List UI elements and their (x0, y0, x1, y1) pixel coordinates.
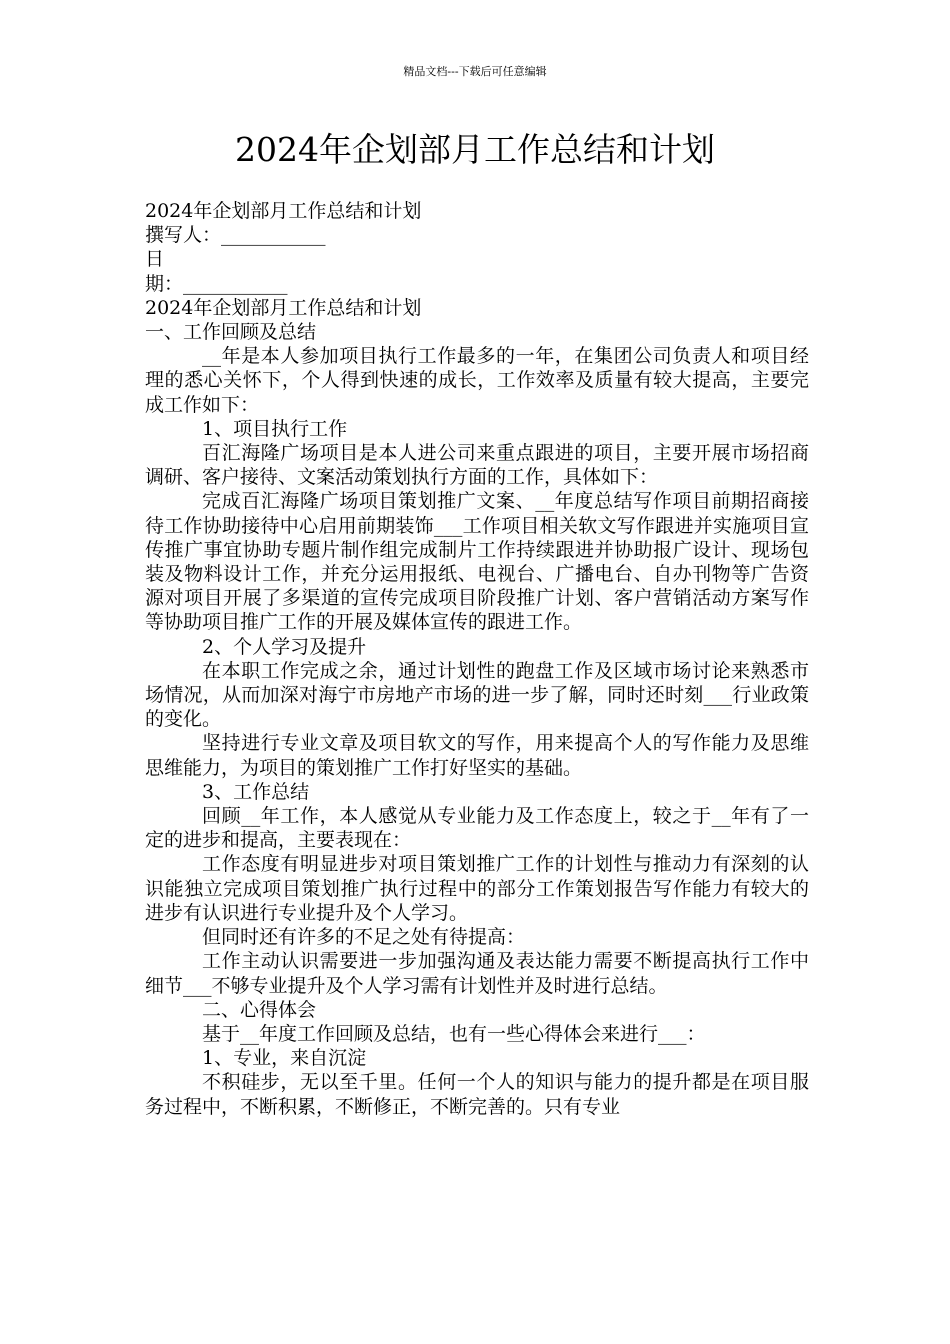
section-heading-review: 一、工作回顾及总结 (145, 321, 317, 344)
paragraph: 坚持进行专业文章及项目软文的写作，用来提高个人的写作能力及思维思维能力，为项目的策划推广工作打好坚实的基础。 (145, 732, 809, 779)
subsection-heading: 3、工作总结 (202, 780, 310, 803)
document-title: 2024年企划部月工作总结和计划 (235, 130, 715, 169)
subsection-heading: 1、专业，来自沉淀 (202, 1047, 367, 1070)
paragraph: 基于__年度工作回顾及总结，也有一些心得体会来进行___： (202, 1022, 706, 1045)
date-line-label: 日 (145, 248, 165, 271)
paragraph: 工作主动认识需要进一步加强沟通及表达能力需要不断提高执行工作中细节___不够专业提升及个人学习需有计划性并及时进行总结。 (145, 950, 809, 997)
subsection-heading: 2、个人学习及提升 (202, 635, 367, 658)
paragraph: 不积硅步，无以至千里。任何一个人的知识与能力的提升都是在项目服务过程中，不断积累，不断修正，不断完善的。只有专业 (145, 1071, 809, 1118)
paragraph: 百汇海隆广场项目是本人进公司来重点跟进的项目，主要开展市场招商调研、客户接待、文案活动策划执行方面的工作，具体如下： (145, 442, 809, 489)
subsection-heading: 1、项目执行工作 (202, 417, 348, 440)
page-header-note: 精品文档---下载后可任意编辑 (403, 65, 547, 78)
paragraph: 在本职工作完成之余，通过计划性的跑盘工作及区域市场讨论来熟悉市场情况，从而加深对海宁市房地产市场的进一步了解，同时还时刻___行业政策的变化。 (145, 659, 809, 731)
author-line: 撰写人：___________ (145, 224, 326, 247)
subtitle-line-2: 2024年企划部月工作总结和计划 (145, 296, 422, 319)
document-body (145, 199, 809, 1119)
subtitle-line: 2024年企划部月工作总结和计划 (145, 200, 422, 222)
paragraph: 回顾__年工作，本人感觉从专业能力及工作态度上，较之于__年有了一定的进步和提高，主要表现在： (145, 805, 809, 852)
date-line-value: 期：___________ (145, 272, 288, 295)
section-heading-experience: 二、心得体会 (202, 998, 317, 1021)
paragraph: 但同时还有许多的不足之处有待提高： (202, 926, 526, 949)
paragraph: 完成百汇海隆广场项目策划推广文案、__年度总结写作项目前期招商接待工作协助接待中心启用前期装饰___工作项目相关软文写作跟进并实施项目宣传推广事宜协助专题片制作组完成制片工作持续跟进并协助报广设计、现场包装及物料设计工作，并充分运用报纸、电视台、广播电台、自办刊物等广告资源对项目开展了多渠道的宣传完成项目阶段推广计划、客户营销活动方案写作等协助项目推广工作的开展及媒体宣传的跟进工作。 (145, 490, 809, 634)
paragraph: __年是本人参加项目执行工作最多的一年，在集团公司负责人和项目经理的悉心关怀下，个人得到快速的成长，工作效率及质量有较大提高，主要完成工作如下： (145, 345, 809, 416)
paragraph: 工作态度有明显进步对项目策划推广工作的计划性与推动力有深刻的认识能独立完成项目策划推广执行过程中的部分工作策划报告写作能力有较大的进步有认识进行专业提升及个人学习。 (145, 853, 809, 924)
